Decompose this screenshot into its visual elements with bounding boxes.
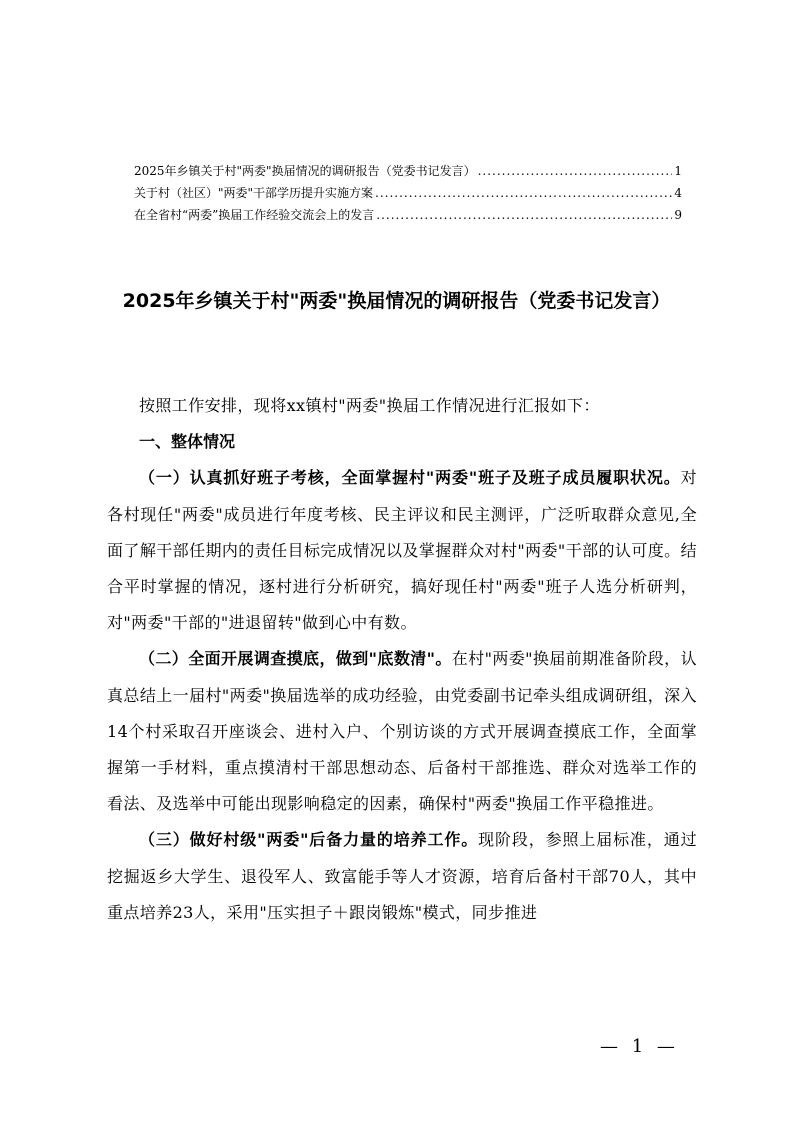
toc-entry-page[interactable]: 9: [674, 208, 682, 222]
body-paragraph: [107, 460, 697, 641]
intro-paragraph: 按照工作安排，现将xx镇村"两委"换届工作情况进行汇报如下：: [139, 396, 600, 415]
document-body: [107, 388, 697, 931]
section-heading: 一、整体情况: [139, 432, 236, 452]
toc-leader-dots: [376, 204, 672, 226]
paragraph-lead: （一）认真抓好班子考核，全面掌握村"两委"班子及班子成员履职状况。: [139, 468, 681, 488]
toc-entry-title[interactable]: 在全省村“两委”换届工作经验交流会上的发言: [134, 208, 375, 222]
toc-entry[interactable]: [134, 182, 682, 204]
paragraph-lead: （三）做好村级"两委"后备力量的培养工作。: [139, 830, 479, 850]
toc-entry-title[interactable]: 关于村（社区）"两委"干部学历提升实施方案: [134, 186, 374, 200]
toc-entry[interactable]: [134, 204, 682, 226]
toc-entry[interactable]: [134, 160, 682, 182]
toc-entry-page[interactable]: 4: [674, 186, 682, 200]
document-title: 2025年乡镇关于村"两委"换届情况的调研报告（党委书记发言）: [122, 290, 671, 312]
body-paragraph: [107, 822, 697, 931]
body-paragraph: [107, 641, 697, 822]
paragraph-text: 对各村现任"两委"成员进行年度考核、民主评议和民主测评，广泛听取群众意见,全面了解干部任期内的责任目标完成情况以及掌握群众对村"两委"干部的认可度。结合平时掌握的情况，逐村进行分析研究，搞好现任村"两委"班子人选分析研判，对"两委"干部的"进退留转"做到心中有数。: [107, 468, 697, 633]
toc-leader-dots: [478, 160, 673, 182]
table-of-contents: [134, 160, 682, 226]
toc-leader-dots: [375, 182, 672, 204]
toc-entry-title[interactable]: 2025年乡镇关于村"两委"换届情况的调研报告（党委书记发言）: [134, 164, 476, 178]
paragraph-text: 现阶段，参照上届标准，通过挖掘返乡大学生、退役军人、致富能手等人才资源，培育后备村干部70人，其中重点培养23人，采用"压实担子＋跟岗锻炼"模式，同步推进: [107, 830, 697, 922]
toc-entry-page[interactable]: 1: [674, 164, 682, 178]
paragraph-text: 在村"两委"换届前期准备阶段，认真总结上一届村"两委"换届选举的成功经验，由党委副书记牵头组成调研组，深入14个村采取召开座谈会、进村入户、个别访谈的方式开展调查摸底工作，全面掌握第一手材料，重点摸清村干部思想动态、后备村干部推选、群众对选举工作的看法、及选举中可能出现影响稳定的因素，确保村"两委"换届工作平稳推进。: [107, 649, 697, 814]
paragraph-lead: （二）全面开展调查摸底，做到"底数清"。: [139, 649, 452, 669]
page-number: — 1 —: [600, 1036, 679, 1057]
